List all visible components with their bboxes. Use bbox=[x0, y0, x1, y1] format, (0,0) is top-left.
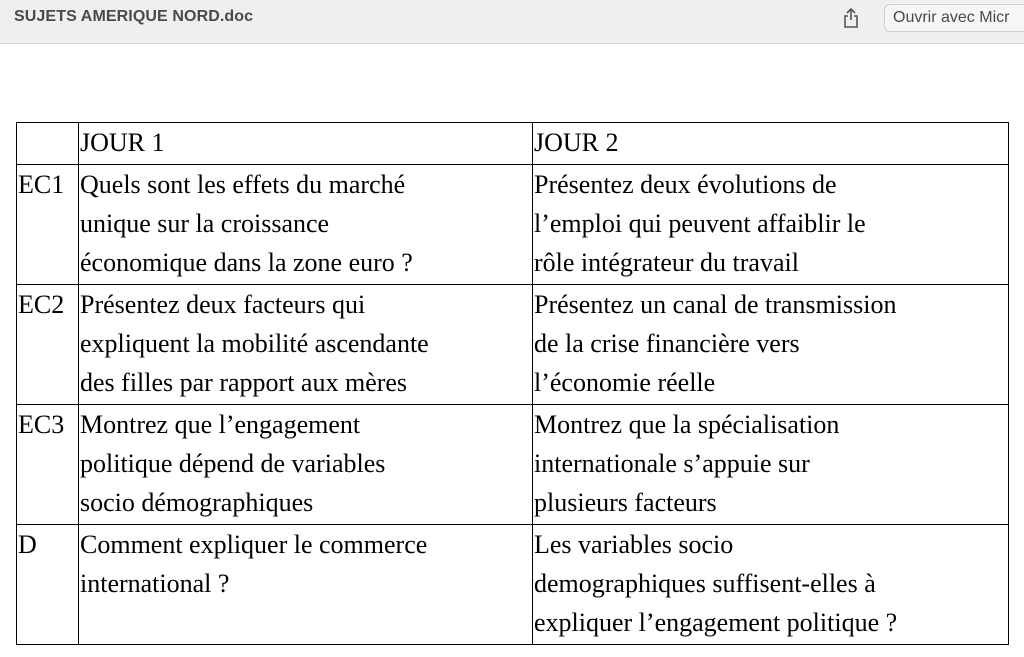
jour2-cell bbox=[533, 165, 1009, 285]
row-code-cell: EC3 bbox=[17, 405, 79, 525]
table-row bbox=[17, 405, 1009, 525]
jour1-cell bbox=[79, 405, 533, 525]
row-code-cell: EC1 bbox=[17, 165, 79, 285]
header-cell-code bbox=[17, 123, 79, 165]
table-row bbox=[17, 165, 1009, 285]
cell-line: expliquent la mobilité ascendante bbox=[80, 329, 429, 358]
document-title: SUJETS AMERIQUE NORD.doc bbox=[14, 8, 254, 25]
cell-line: l’emploi qui peuvent affaiblir le bbox=[534, 209, 866, 238]
jour1-cell bbox=[79, 165, 533, 285]
cell-line: internationale s’appuie sur bbox=[534, 449, 810, 478]
jour1-cell bbox=[79, 285, 533, 405]
cell-line: économique dans la zone euro ? bbox=[80, 248, 413, 277]
table-header-row bbox=[17, 123, 1009, 165]
cell-line: socio démographiques bbox=[80, 488, 314, 517]
title-bar bbox=[0, 0, 1024, 44]
cell-line: Les variables socio bbox=[534, 530, 734, 559]
share-icon bbox=[842, 7, 860, 29]
cell-line: Comment expliquer le commerce bbox=[80, 530, 428, 559]
table-row bbox=[17, 285, 1009, 405]
open-with-button[interactable]: Ouvrir avec Micr bbox=[884, 4, 1024, 32]
header-cell-jour2: JOUR 2 bbox=[533, 123, 1009, 165]
cell-line: Présentez deux évolutions de bbox=[534, 170, 837, 199]
cell-line: Montrez que l’engagement bbox=[80, 410, 361, 439]
jour2-cell bbox=[533, 525, 1009, 645]
cell-line: des filles par rapport aux mères bbox=[80, 368, 408, 397]
cell-line: plusieurs facteurs bbox=[534, 488, 717, 517]
cell-line: rôle intégrateur du travail bbox=[534, 248, 799, 277]
cell-line: Montrez que la spécialisation bbox=[534, 410, 840, 439]
jour1-cell bbox=[79, 525, 533, 645]
cell-line: l’économie réelle bbox=[534, 368, 716, 397]
cell-line: Présentez deux facteurs qui bbox=[80, 290, 366, 319]
share-button[interactable] bbox=[840, 6, 862, 30]
jour2-cell bbox=[533, 285, 1009, 405]
header-cell-jour1: JOUR 1 bbox=[79, 123, 533, 165]
table-row bbox=[17, 525, 1009, 645]
cell-line: demographiques suffisent-elles à bbox=[534, 569, 876, 598]
jour2-cell bbox=[533, 405, 1009, 525]
cell-line: politique dépend de variables bbox=[80, 449, 386, 478]
row-code-cell: D bbox=[17, 525, 79, 645]
cell-line: Quels sont les effets du marché bbox=[80, 170, 406, 199]
subjects-table bbox=[16, 122, 1009, 645]
cell-line: Présentez un canal de transmission bbox=[534, 290, 897, 319]
cell-line: expliquer l’engagement politique ? bbox=[534, 608, 898, 637]
cell-line: unique sur la croissance bbox=[80, 209, 330, 238]
cell-line: international ? bbox=[80, 569, 230, 598]
row-code-cell: EC2 bbox=[17, 285, 79, 405]
cell-line: de la crise financière vers bbox=[534, 329, 800, 358]
